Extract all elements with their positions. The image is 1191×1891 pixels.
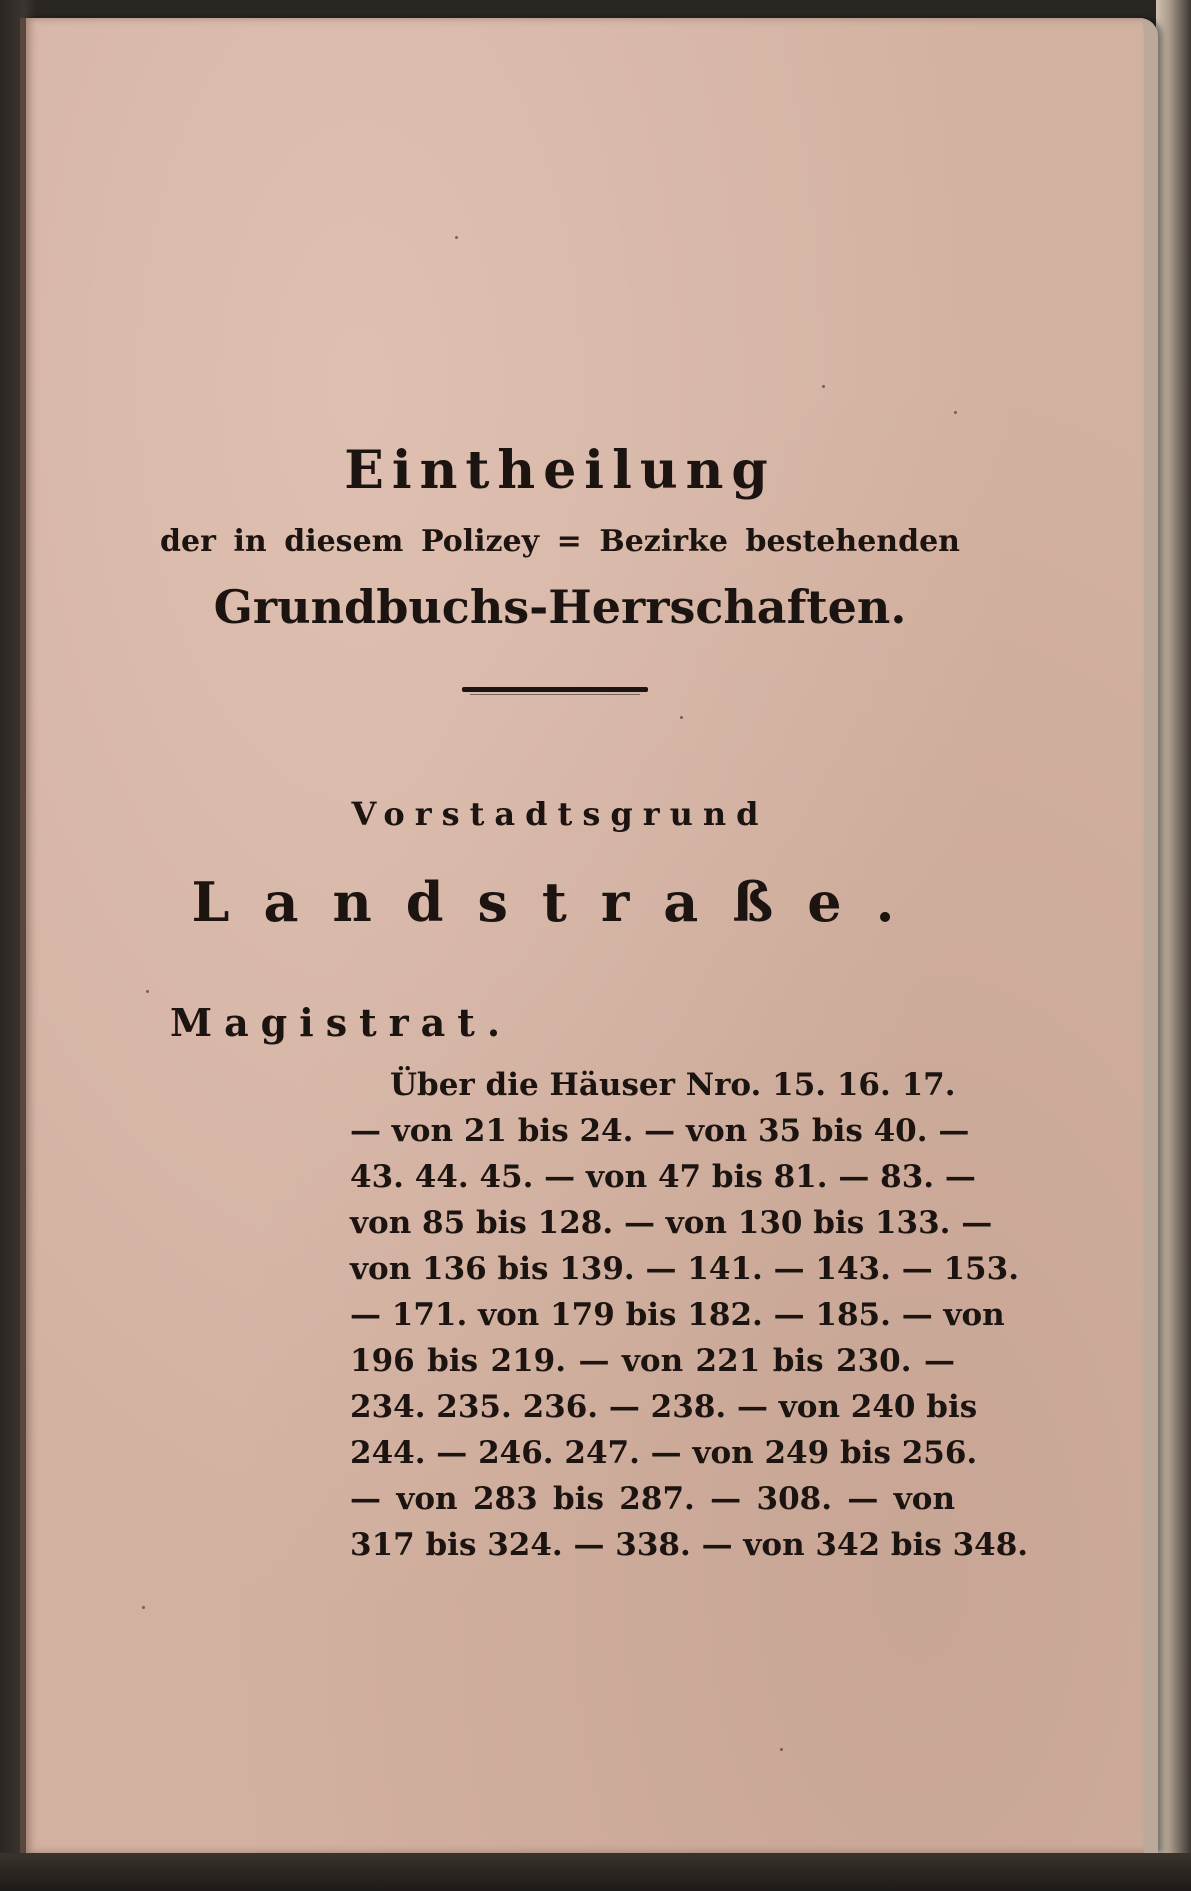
section-body <box>350 1062 1029 1568</box>
body-line: Über die Häuser Nro. 15. 16. 17. <box>390 1067 956 1103</box>
subtitle-word: Polizey <box>420 524 540 559</box>
body-line: 244. — 246. 247. — von 249 bis 256. <box>350 1435 978 1471</box>
subtitle-word: bestehenden <box>745 524 960 559</box>
body-line: von 136 bis 139. — 141. — 143. — 153. <box>350 1251 1019 1287</box>
body-line: 234. 235. 236. — 238. — von 240 bis <box>350 1389 978 1425</box>
district-name: Landstraße. <box>191 870 929 934</box>
section-heading: Magistrat. <box>170 1000 513 1045</box>
subtitle-word: Bezirke <box>599 524 728 559</box>
district-label: Vorstadtsgrund <box>351 795 769 833</box>
body-line: von 85 bis 128. — von 130 bis 133. — <box>350 1205 993 1241</box>
page-subtitle <box>160 524 960 559</box>
body-line: 43. 44. 45. — von 47 bis 81. — 83. — <box>350 1159 976 1195</box>
subtitle-word: der <box>160 524 216 559</box>
body-line: 196 bis 219. — von 221 bis 230. — <box>350 1343 955 1379</box>
subtitle-word: diesem <box>284 524 404 559</box>
body-line: — 171. von 179 bis 182. — 185. — von <box>350 1297 1005 1333</box>
divider-rule <box>462 687 648 692</box>
subtitle-word: = <box>556 524 582 559</box>
page-subtitle-second-line: Grundbuchs-Herrschaften. <box>213 580 907 634</box>
page-title: Eintheilung <box>344 440 776 501</box>
body-line: — von 283 bis 287. — 308. — von <box>350 1481 955 1517</box>
subtitle-word: in <box>233 524 267 559</box>
body-line: — von 21 bis 24. — von 35 bis 40. — <box>350 1113 970 1149</box>
body-line: 317 bis 324. — 338. — von 342 bis 348. <box>350 1527 1029 1563</box>
